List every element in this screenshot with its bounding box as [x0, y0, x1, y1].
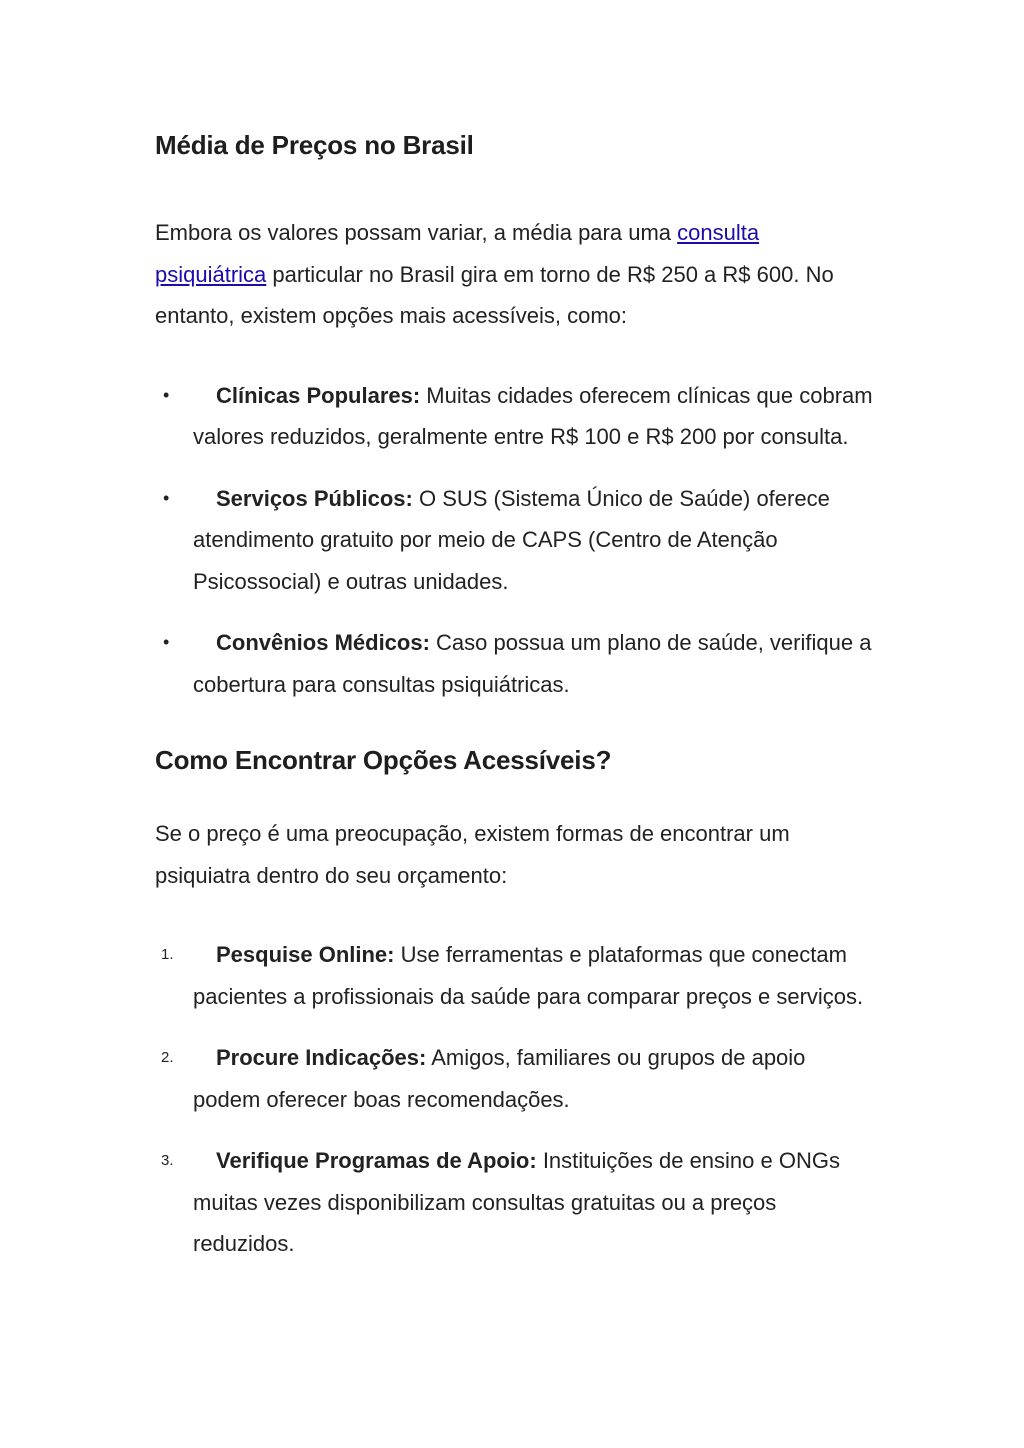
intro-paragraph [155, 212, 875, 337]
list-item [155, 478, 875, 603]
item-text: Use ferramentas e plataformas que conectam pacientes a profissionais da saúde para comparar preços e serviços. [193, 942, 864, 1009]
price-options-list [155, 375, 875, 706]
list-item [155, 375, 875, 458]
item-text: O SUS (Sistema Único de Saúde) oferece atendimento gratuito por meio de CAPS (Centro de Atenção Psicossocial) e outras unidades. [193, 485, 830, 594]
item-lead: Procure Indicações: [216, 1045, 427, 1070]
intro-text-after: particular no Brasil gira em torno de R$ 250 a R$ 600. No entanto, existem opções mais acessíveis, como: [155, 261, 834, 328]
item-text: Caso possua um plano de saúde, verifique a cobertura para consultas psiquiátricas. [193, 630, 872, 697]
affordable-options-list [155, 934, 875, 1265]
section-heading-prices: Média de Preços no Brasil [155, 130, 474, 160]
list-item [155, 622, 875, 705]
number-marker: 2. [161, 1049, 174, 1066]
item-lead: Serviços Públicos: [216, 485, 413, 511]
section-heading-affordable: Como Encontrar Opções Acessíveis? [155, 745, 612, 775]
bullet-marker: • [163, 384, 170, 405]
item-lead: Convênios Médicos: [216, 630, 430, 655]
number-marker: 3. [161, 1152, 174, 1169]
list-item [155, 1037, 875, 1120]
item-lead: Clínicas Populares: [216, 382, 421, 408]
consulta-psiquiatrica-link[interactable]: consulta psiquiátrica [155, 220, 760, 287]
number-marker: 1. [161, 946, 174, 963]
item-text: Instituições de ensino e ONGs muitas vezes disponibilizam consultas gratuitas ou a preços reduzidos. [193, 1148, 840, 1256]
intro-text-before: Embora os valores possam variar, a média para uma [155, 220, 678, 245]
list-item [155, 934, 875, 1017]
document-page [155, 120, 875, 1265]
item-lead: Verifique Programas de Apoio: [216, 1148, 537, 1173]
item-lead: Pesquise Online: [216, 942, 395, 967]
bullet-marker: • [163, 487, 170, 508]
item-text: Amigos, familiares ou grupos de apoio podem oferecer boas recomendações. [193, 1045, 806, 1112]
item-text: Muitas cidades oferecem clínicas que cobram valores reduzidos, geralmente entre R$ 100 e R$ 200 por consulta. [193, 382, 873, 449]
list-item [155, 1140, 875, 1265]
bullet-marker: • [163, 632, 170, 652]
section2-intro-paragraph: Se o preço é uma preocupação, existem formas de encontrar um psiquiatra dentro do seu orçamento: [155, 821, 790, 888]
